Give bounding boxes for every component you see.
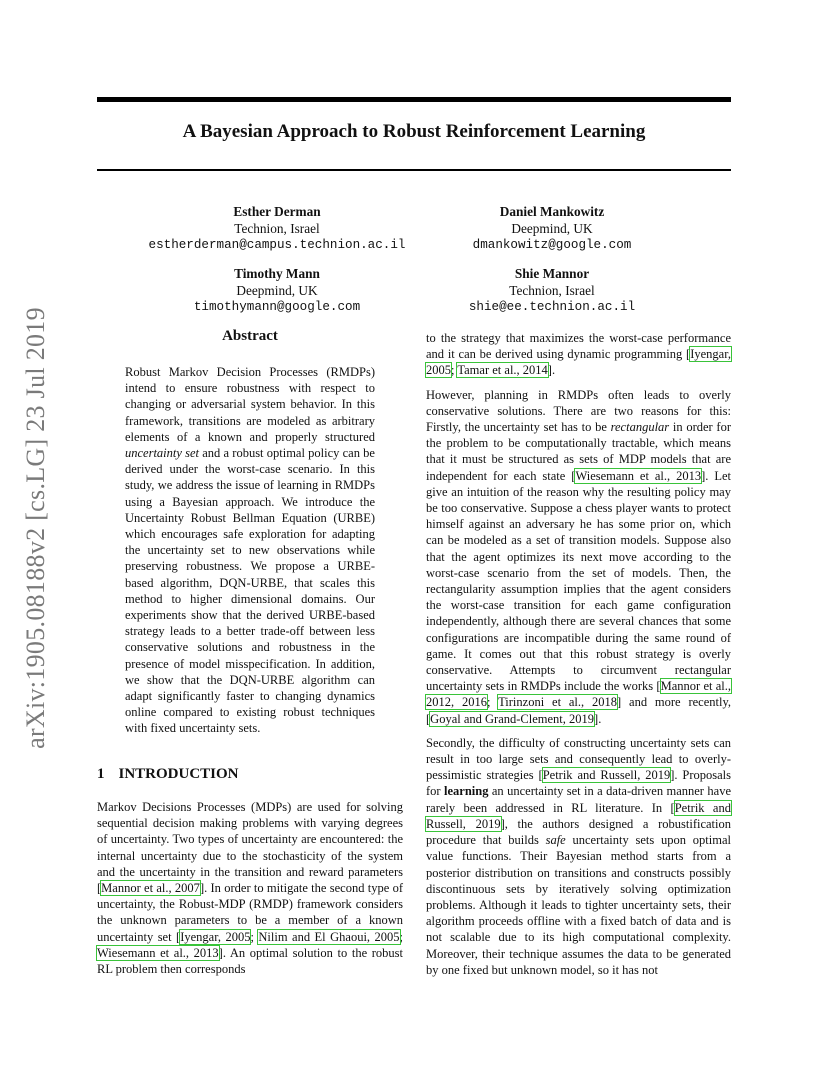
- citation-link[interactable]: Mannor et al., 2012, 2016: [426, 679, 731, 710]
- section-title: INTRODUCTION: [118, 766, 239, 782]
- citation-link[interactable]: Nilim and El Ghaoui, 2005: [258, 929, 400, 944]
- author-affiliation: Technion, Israel: [234, 221, 320, 236]
- citation-link[interactable]: Goyal and Grand-Clement, 2019: [430, 711, 595, 726]
- author-email: dmankowitz@google.com: [472, 238, 632, 252]
- author-block-2: [387, 203, 717, 254]
- paragraph: Secondly, the difficulty of constructing uncertainty sets can result in too large sets and consequently lead to overly-pessimistic strategies [Petrik and Russell, 2019]. Proposals for learning an uncertainty set in a data-driven manner have rarely been addressed in RL literature. In [Petrik and Russell, 2019], the authors designed a robustification procedure that builds safe uncertainty sets upon optimal value functions. Their Bayesian method starts from a posterior distribution on transitions and constructs possibly discontinuous sets by iteratively solving optimization problems. Although it leads to tighter uncertainty sets, their algorithm proceeds offline with a fixed batch of data and is not scalable due to its high computational complexity. Moreover, their technique assumes the data to be generated by one fixed but unknown model, so it has not: [426, 735, 732, 977]
- citation-link[interactable]: Iyengar, 2005: [426, 347, 731, 378]
- author-email: timothymann@google.com: [193, 300, 361, 314]
- author-affiliation: Deepmind, UK: [511, 221, 593, 236]
- section-number: 1: [97, 766, 105, 782]
- author-email: shie@ee.technion.ac.il: [468, 300, 636, 314]
- arxiv-stamp-text: arXiv:1905.08188v2 [cs.LG] 23 Jul 2019: [21, 307, 50, 749]
- citation-link[interactable]: Wiesemann et al., 2013: [97, 945, 219, 960]
- intro-paragraph: Markov Decisions Processes (MDPs) are used for solving sequential decision making problems with varying degrees of uncertainty. Two types of uncertainty are encountered: the internal uncertainty due to the stochasticity of the system and the uncertainty in the transition and reward parameters [Mannor et al., 2007]. In order to mitigate the second type of uncertainty, the Robust-MDP (RMDP) framework considers the unknown parameters to be a member of a known uncertainty set [Iyengar, 2005; Nilim and El Ghaoui, 2005; Wiesemann et al., 2013]. An optimal solution to the robust RL problem then corresponds: [97, 800, 404, 977]
- section-heading-introduction: [97, 766, 239, 783]
- author-name: Shie Mannor: [514, 266, 590, 281]
- paragraph: However, planning in RMDPs often leads to overly conservative solutions. There are two reasons for this: Firstly, the uncertainty set has to be rectangular in order for the problem to be computationally tractable, which means that it must be structured as sets of MDP models that are independent for each state [Wiesemann et al., 2013]. Let give an intuition of the reason why the resulting policy may be too conservative. Suppose a chess player wants to protect himself against an adversary he has some prior on, which can be modeled as a set of transition models. Suppose also that the agent optimizes its next move according to the worst-case scenario from the set of models. Then, the rectangularity assumption implies that the agent considers the worst-case transition for each game configuration independently, although there are several chances that some configurations are incompatible during the same round of game. It comes out that this robust strategy is overly conservative. Attempts to circumvent rectangular uncertainty sets in RMDPs include the works [Mannor et al., 2012, 2016; Tirinzoni et al., 2018] and more recently, [Goyal and Grand-Clement, 2019].: [426, 387, 732, 726]
- citation-link[interactable]: Petrik and Russell, 2019: [542, 768, 671, 783]
- author-affiliation: Deepmind, UK: [236, 283, 318, 298]
- paper-title: A Bayesian Approach to Robust Reinforcement Learning: [182, 121, 646, 142]
- citation-link[interactable]: Mannor et al., 2007: [101, 881, 200, 896]
- author-affiliation: Technion, Israel: [509, 283, 595, 298]
- citation-link[interactable]: Tirinzoni et al., 2018: [498, 695, 618, 710]
- paragraph: to the strategy that maximizes the worst-case performance and it can be derived using dynamic programming [Iyengar, 2005; Tamar et al., 2014].: [426, 331, 731, 378]
- author-name: Daniel Mankowitz: [499, 204, 605, 219]
- arxiv-stamp: [18, 297, 54, 759]
- right-column-text: [426, 330, 731, 986]
- citation-link[interactable]: Wiesemann et al., 2013: [575, 468, 702, 483]
- title-rule-top: [97, 97, 731, 102]
- author-name: Esther Derman: [233, 204, 321, 219]
- citation-link[interactable]: Petrik and Russell, 2019: [426, 800, 731, 831]
- abstract-heading: Abstract: [222, 328, 278, 344]
- author-name: Timothy Mann: [234, 266, 320, 281]
- abstract-text: Robust Markov Decision Processes (RMDPs) intend to ensure robustness with respect to changing or adversarial system behavior. In this framework, transitions are modeled as arbitrary elements of a known and properly structured uncertainty set and a robust optimal policy can be derived under the worst-case scenario. In this study, we address the issue of learning in RMDPs using a Bayesian approach. We introduce the Uncertainty Robust Bellman Equation (URBE) which encourages safe exploration for adapting the uncertainty set to new observations while preserving robustness. We propose a URBE-based algorithm, DQN-URBE, that scales this method to higher dimensional domains. Our experiments show that the derived URBE-based strategy leads to a better trade-off between less conservative solutions and robustness in the presence of model misspecification. In addition, we show that the DQN-URBE algorithm can adapt significantly faster to changing dynamics online compared to existing robust techniques with fixed uncertainty sets.: [125, 365, 375, 736]
- author-email: estherderman@campus.technion.ac.il: [148, 238, 406, 252]
- title-rule-bottom: [97, 169, 731, 171]
- author-block-4: [387, 265, 717, 316]
- citation-link[interactable]: Iyengar, 2005: [180, 929, 251, 944]
- citation-link[interactable]: Tamar et al., 2014: [457, 363, 548, 378]
